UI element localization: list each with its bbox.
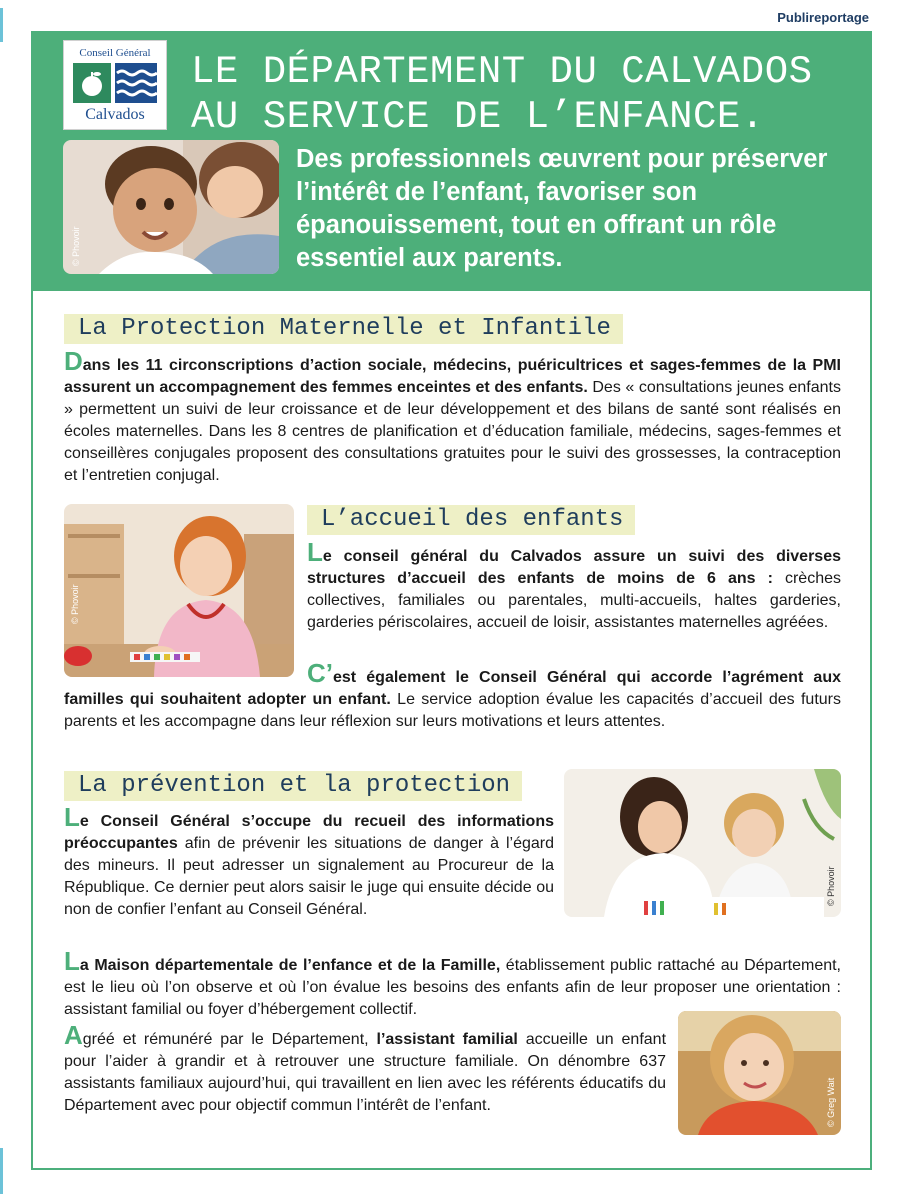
- paragraph-text: afin de prévenir les situations de danger à l’égard des mineurs. Il peut adresser un signalement au Procureur de la République. Ce dernier peut alors saisir le juge qui ensuite décide ou non de confier l’enfant au Conseil Général.: [64, 835, 554, 918]
- logo-emblem-icon: [73, 63, 157, 103]
- logo-top-text: Conseil Général: [79, 47, 151, 59]
- section-title-pmi: La Protection Maternelle et Infantile: [64, 314, 623, 344]
- drop-cap: L: [64, 802, 80, 832]
- photo-credit: © Phovoir: [71, 226, 81, 266]
- girl-playing-photo: [64, 504, 294, 677]
- drop-cap: D: [64, 346, 83, 376]
- photo-credit: © Greg Wait: [826, 1077, 836, 1127]
- photo-credit: © Phovoir: [826, 866, 836, 906]
- paragraph-text: établissement public rattaché au Département, est le lieu où l’on observe et où l’on évalue les besoins des enfants afin de leur proposer une orientation : assistant familial ou foyer d’hébergement collectif.: [64, 957, 842, 1018]
- article-header: [33, 33, 870, 291]
- paragraph-text-intro: gréé et rémunéré par le Département,: [82, 1031, 377, 1048]
- smiling-girl-photo: [678, 1011, 841, 1135]
- paragraph-text: Des « consultations jeunes enfants » permettent un suivi de leur croissance et de leur développement et des bilans de santé sont réalisés en écoles maternelles. Dans les 8 centres de planification et d’éducation familiale, médecins, sages-femmes et conseillères conjugales proposent des consultations gratuites pour le suivi des grossesses, la contraception et l’entretien conjugal.: [64, 379, 841, 484]
- section-title-accueil: L’accueil des enfants: [307, 505, 635, 535]
- paragraph-text: accueille un enfant pour l’aider à grandir et à retrouver une structure familiale. On dénombre 637 assistants familiaux aujourd’hui, qui travaillent en lien avec les référents éducatifs du Département avec pour objectif commun l’intérêt de l’enfant.: [64, 1031, 667, 1114]
- paragraph-bold: e conseil général du Calvados assure un suivi des diverses structures d’accueil des enfants de moins de 6 ans :: [307, 548, 841, 587]
- paragraph-bold: a Maison départementale de l’enfance et de la Famille,: [79, 957, 501, 974]
- page-edge-mark: [0, 8, 3, 42]
- paragraph-prevention-3: [64, 1020, 667, 1117]
- drop-cap: A: [64, 1020, 83, 1050]
- photo-credit: © Phovoir: [70, 584, 80, 624]
- section-title-prevention: La prévention et la protection: [64, 771, 522, 801]
- paragraph-bold: l’assistant familial: [376, 1031, 518, 1048]
- main-title: [191, 50, 861, 140]
- mother-daughter-drawing-photo: [564, 769, 841, 917]
- main-title-line-1: LE DÉPARTEMENT DU CALVADOS: [191, 50, 813, 94]
- paragraph-accueil-1: [307, 537, 841, 634]
- logo-bottom-text: Calvados: [85, 106, 145, 123]
- article-subtitle: Des professionnels œuvrent pour préserver l’intérêt de l’enfant, favoriser son épanouissement, tout en offrant un rôle essentiel aux parents.: [296, 145, 828, 272]
- paragraph-bold: ans les 11 circonscriptions d’action sociale, médecins, puéricultrices et sages-femmes de la PMI assurent un accompagnement des femmes enceintes et des enfants.: [64, 357, 841, 396]
- paragraph-text: crèches collectives, familiales ou parentales, multi-accueils, haltes garderies, garderies périscolaires, accueil de loisir, assistantes maternelles agréées.: [307, 570, 841, 631]
- drop-cap: L: [64, 946, 80, 976]
- paragraph-text: Le service adoption évalue les capacités d’accueil des futurs parents et les accompagne dans leur réflexion sur leurs motivations et leurs attentes.: [64, 691, 842, 730]
- paragraph-accueil-2: [64, 658, 842, 733]
- main-title-line-2: AU SERVICE DE L’ENFANCE.: [191, 95, 765, 139]
- paragraph-pmi: [64, 346, 841, 487]
- drop-cap: C’: [307, 658, 333, 688]
- article-frame: [31, 31, 872, 1170]
- publireportage-tag: Publireportage: [777, 10, 869, 25]
- calvados-logo: [63, 40, 167, 130]
- paragraph-prevention-1: [64, 802, 554, 921]
- drop-cap: L: [307, 537, 323, 567]
- paragraph-bold: est également le Conseil Général qui accorde l’agrément aux familles qui souhaitent adopter un enfant.: [64, 669, 841, 708]
- page-edge-mark: [0, 1148, 3, 1194]
- mother-child-photo: [63, 140, 279, 274]
- paragraph-bold: e Conseil Général s’occupe du recueil des informations préoccupantes: [64, 813, 554, 852]
